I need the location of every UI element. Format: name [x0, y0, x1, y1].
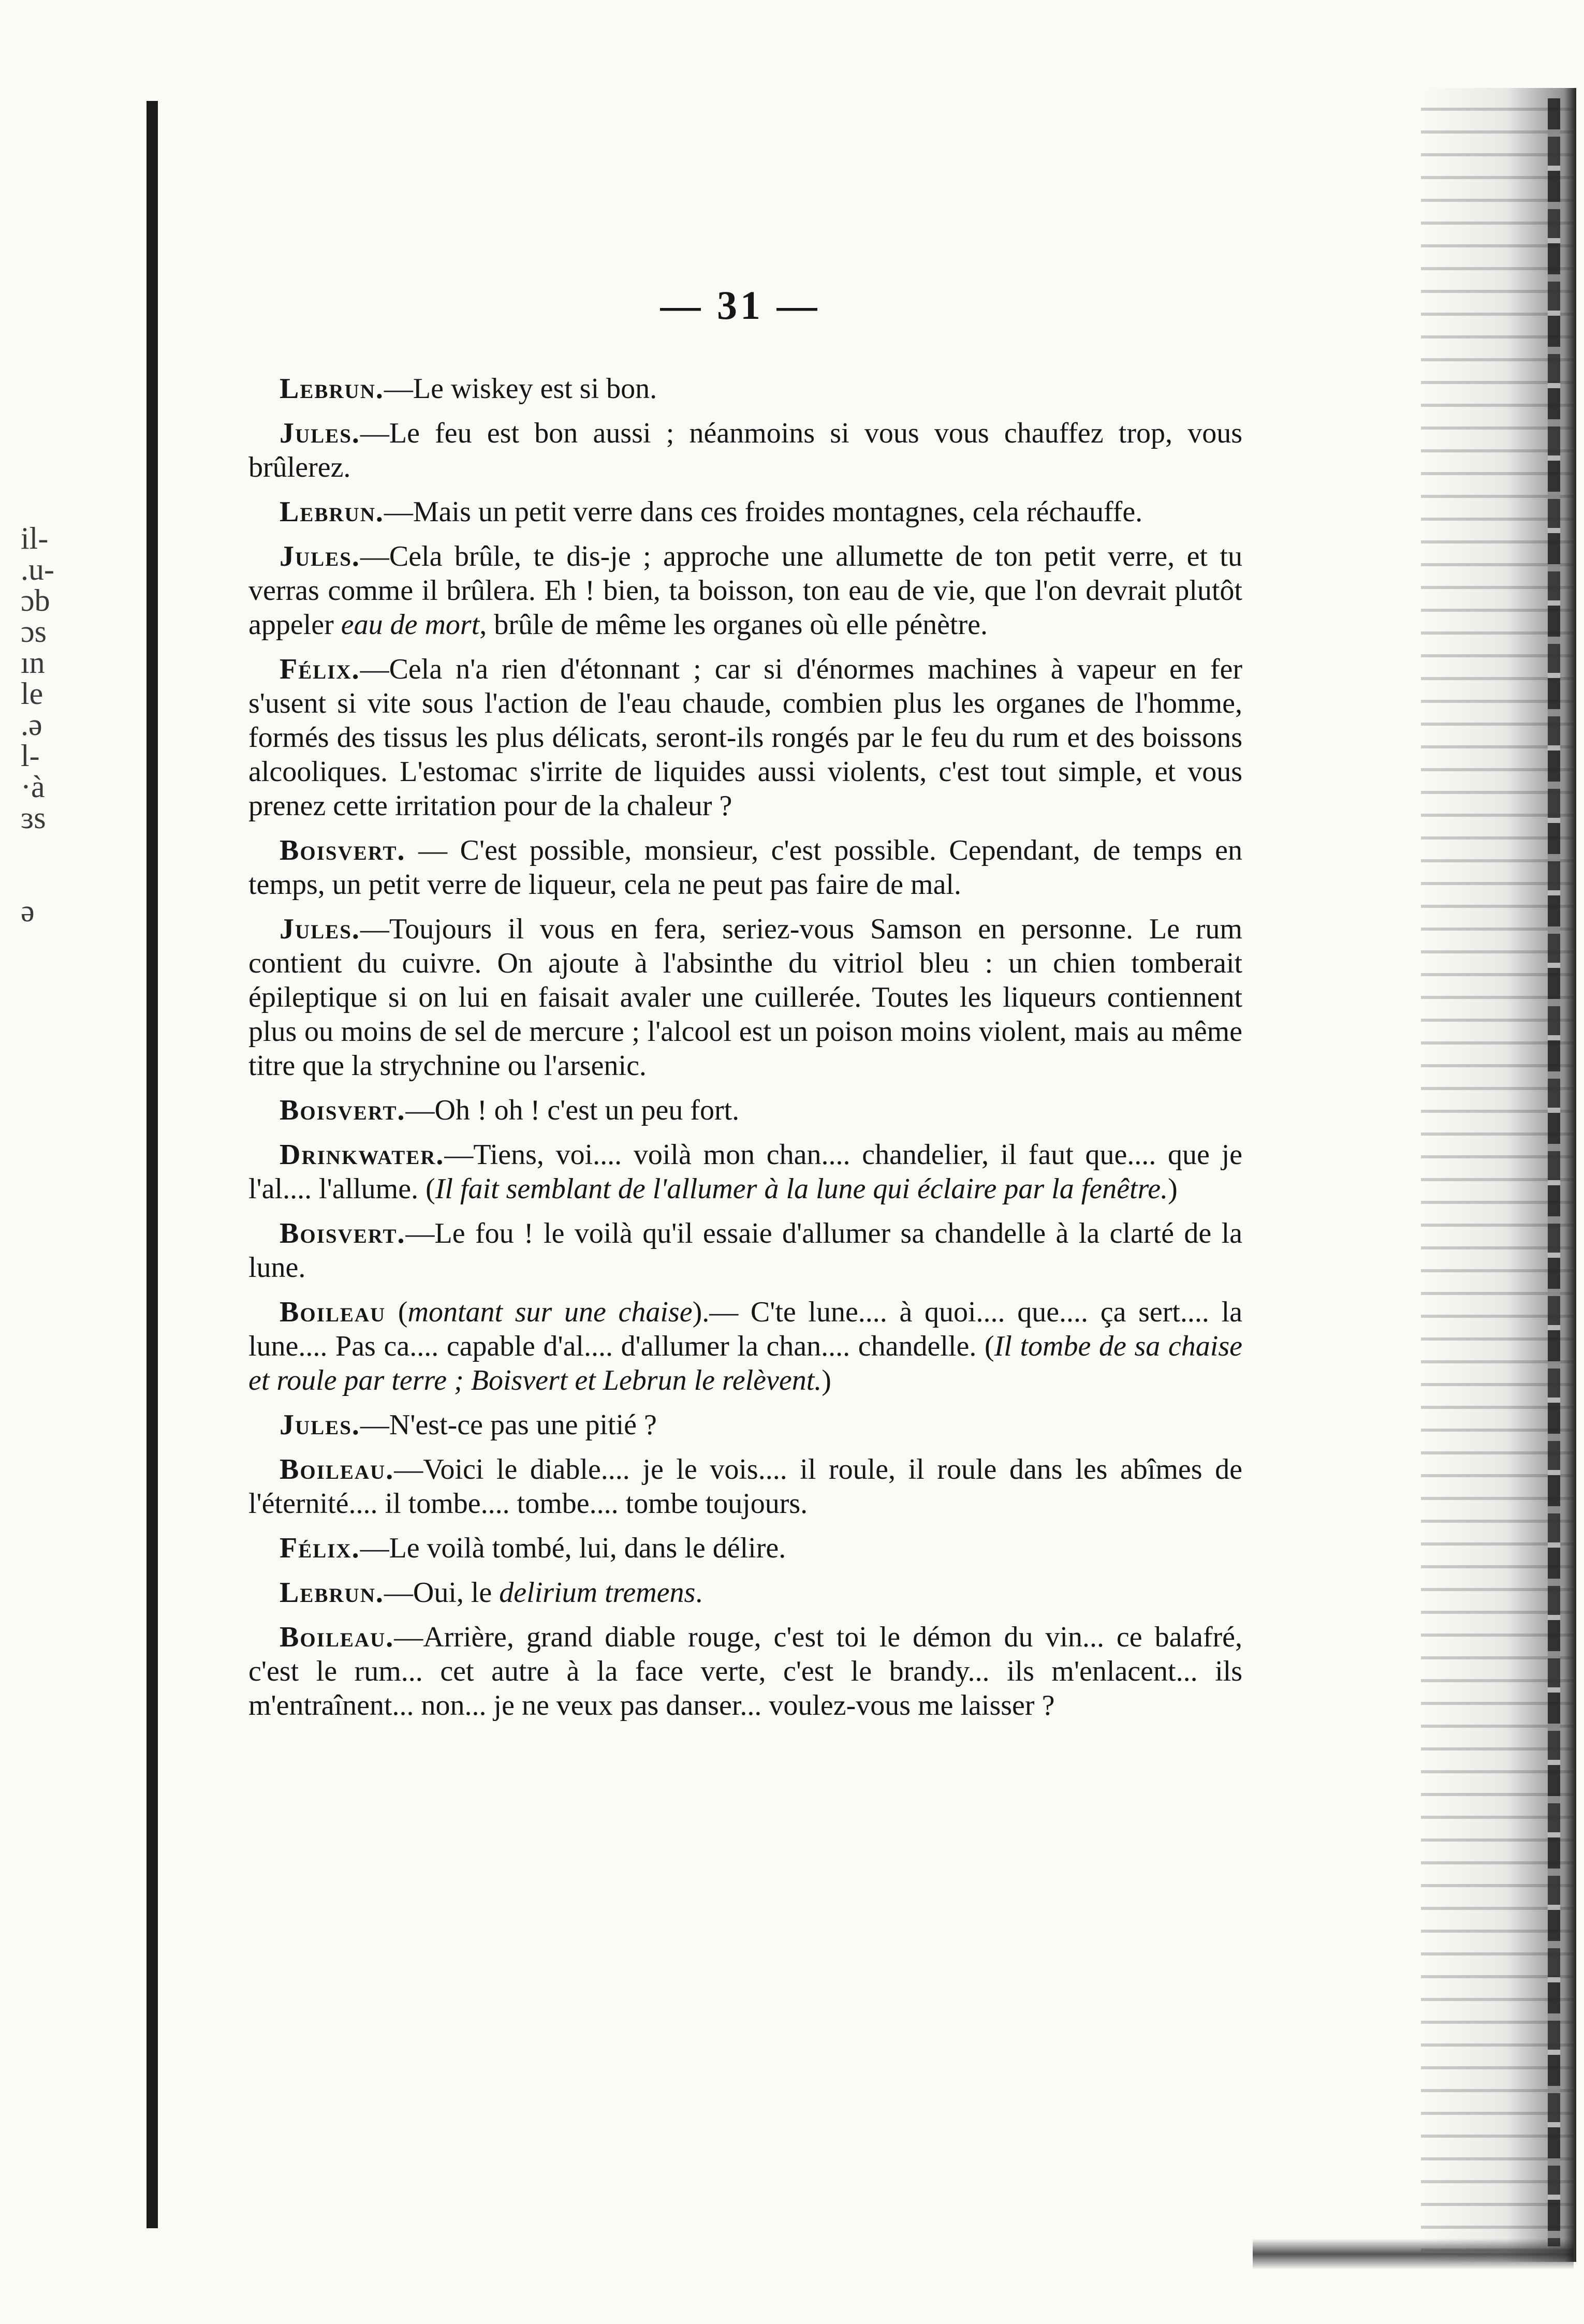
stage-direction: Il fait semblant de l'allumer à la lune qui éclaire par la fenêtre. [435, 1173, 1168, 1205]
dialogue-paragraph [248, 1531, 1242, 1565]
dialogue-text: —Arrière, grand diable rouge, c'est toi le démon du vin... ce balafré, c'est le rum... cet autre à la face verte, c'est le brandy... ils m'enlacent... ils m'entraînent... non... je ne veux pas danser... voulez-vous me laisser ? [248, 1621, 1242, 1722]
binding-edge-rule [146, 101, 158, 2228]
dialogue-paragraph [248, 912, 1242, 1083]
dialogue-paragraph [248, 1576, 1242, 1610]
speaker-name: Boileau [280, 1296, 386, 1328]
dialogue-text: — C'est possible, monsieur, c'est possible. Cependant, de temps en temps, un petit verre de liqueur, cela ne peut pas faire de mal. [248, 834, 1242, 901]
margin-fragment: .ə [21, 709, 42, 740]
dialogue-text: ) [822, 1364, 831, 1396]
stage-direction: delirium tremens [499, 1577, 696, 1609]
dialogue-text: ( [386, 1296, 408, 1328]
dialogue-text: —Le wiskey est si bon. [384, 373, 657, 405]
speaker-name: Boisvert. [280, 1217, 406, 1249]
dialogue-paragraph [248, 1408, 1242, 1442]
speaker-name: Drinkwater. [280, 1139, 445, 1171]
dialogue-paragraph [248, 539, 1242, 642]
dialogue-text-block [248, 372, 1242, 1733]
dialogue-text: —Le fou ! le voilà qu'il essaie d'allumer sa chandelle à la clarté de la lune. [248, 1217, 1242, 1284]
dialogue-text: —Mais un petit verre dans ces froides montagnes, cela réchauffe. [384, 496, 1143, 528]
bottom-corner-smudge [1253, 2239, 1574, 2270]
dialogue-text: ) [1168, 1173, 1178, 1205]
dialogue-text: —Le voilà tombé, lui, dans le délire. [360, 1532, 786, 1564]
dialogue-paragraph [248, 372, 1242, 406]
margin-fragment: l- [21, 740, 40, 771]
dialogue-paragraph [248, 495, 1242, 529]
dialogue-text: —Cela n'a rien d'étonnant ; car si d'énormes machines à vapeur en fer s'usent si vite sous l'action de l'eau chaude, combien plus les organes de l'homme, formés des tissus les plus délicats, seront-ils rongés par le feu du rum et des boissons alcooliques. L'estomac s'irrite de liquides aussi violents, c'est tout simple, et vous prenez cette irritation pour de la chaleur ? [248, 653, 1242, 822]
stage-direction: Il tombe de sa chaise et roule par terre ; Boisvert et Lebrun le relèvent. [248, 1330, 1242, 1396]
dialogue-paragraph [248, 1452, 1242, 1521]
page-edge-strip [1548, 98, 1560, 2246]
dialogue-text: , brûle de même les organes où elle pénètre. [479, 609, 988, 641]
page-number: — 31 — [660, 283, 820, 328]
stage-direction: eau de mort [341, 609, 480, 641]
speaker-name: Lebrun. [280, 496, 384, 528]
dialogue-text: ).— C'te lune.... à quoi.... que.... ça sert.... la lune.... Pas ca.... capable d'al.... d'allumer la chan.... chandelle. ( [248, 1296, 1243, 1362]
margin-fragment: ɜs [21, 802, 46, 833]
speaker-name: Jules. [280, 540, 360, 572]
speaker-name: Boileau. [280, 1621, 394, 1653]
dialogue-paragraph [248, 1620, 1242, 1723]
dialogue-paragraph [248, 1093, 1242, 1127]
speaker-name: Boileau. [280, 1453, 394, 1485]
stage-direction: montant sur une chaise [407, 1296, 693, 1328]
dialogue-text: —Oui, le [384, 1577, 500, 1609]
dialogue-paragraph [248, 652, 1242, 823]
dialogue-text: . [695, 1577, 703, 1609]
dialogue-text: —Tiens, voi.... voilà mon chan.... chandelier, il faut que.... que je l'al.... l'allume. ( [248, 1139, 1242, 1205]
dialogue-paragraph [248, 1216, 1242, 1285]
speaker-name: Jules. [280, 913, 360, 945]
speaker-name: Lebrun. [280, 1577, 384, 1609]
margin-fragment: ın [21, 647, 45, 678]
margin-fragment: ɔs [21, 616, 47, 647]
dialogue-text: —Le feu est bon aussi ; néanmoins si vous vous chauffez trop, vous brûlerez. [248, 417, 1242, 483]
margin-fragment: il- [21, 523, 49, 554]
speaker-name: Jules. [280, 417, 360, 449]
dialogue-text: —Voici le diable.... je le vois.... il roule, il roule dans les abîmes de l'éternité.... il tombe.... tombe.... tombe toujours. [248, 1453, 1242, 1520]
margin-fragment: ·à [21, 771, 45, 802]
dialogue-paragraph [248, 416, 1242, 484]
speaker-name: Boisvert. [280, 1094, 406, 1126]
dialogue-paragraph [248, 1138, 1242, 1206]
margin-fragment: .u- [21, 554, 54, 585]
speaker-name: Félix. [280, 1532, 360, 1564]
margin-fragment: ə [21, 895, 35, 926]
speaker-name: Lebrun. [280, 373, 384, 405]
dialogue-text: —N'est-ce pas une pitié ? [360, 1409, 657, 1441]
speaker-name: Boisvert. [280, 834, 406, 866]
dialogue-paragraph [248, 1295, 1242, 1398]
speaker-name: Félix. [280, 653, 360, 685]
dialogue-text: —Oh ! oh ! c'est un peu fort. [405, 1094, 740, 1126]
margin-bleed-through [21, 523, 78, 926]
margin-fragment: le [21, 678, 43, 709]
dialogue-paragraph [248, 833, 1242, 902]
dialogue-text: —Cela brûle, te dis-je ; approche une allumette de ton petit verre, et tu verras comme il brûlera. Eh ! bien, ta boisson, ton eau de vie, que l'on devrait plutôt appeler [248, 540, 1242, 641]
dialogue-text: —Toujours il vous en fera, seriez-vous Samson en personne. Le rum contient du cuivre. On ajoute à l'absinthe du vitriol bleu : un chien tomberait épileptique si on lui en faisait avaler une cuillerée. Toutes les liqueurs contiennent plus ou moins de sel de mercure ; l'alcool est un poison moins violent, mais au même titre que la strychnine ou l'arsenic. [248, 913, 1242, 1082]
margin-fragment: ɔb [21, 585, 50, 616]
speaker-name: Jules. [280, 1409, 360, 1441]
